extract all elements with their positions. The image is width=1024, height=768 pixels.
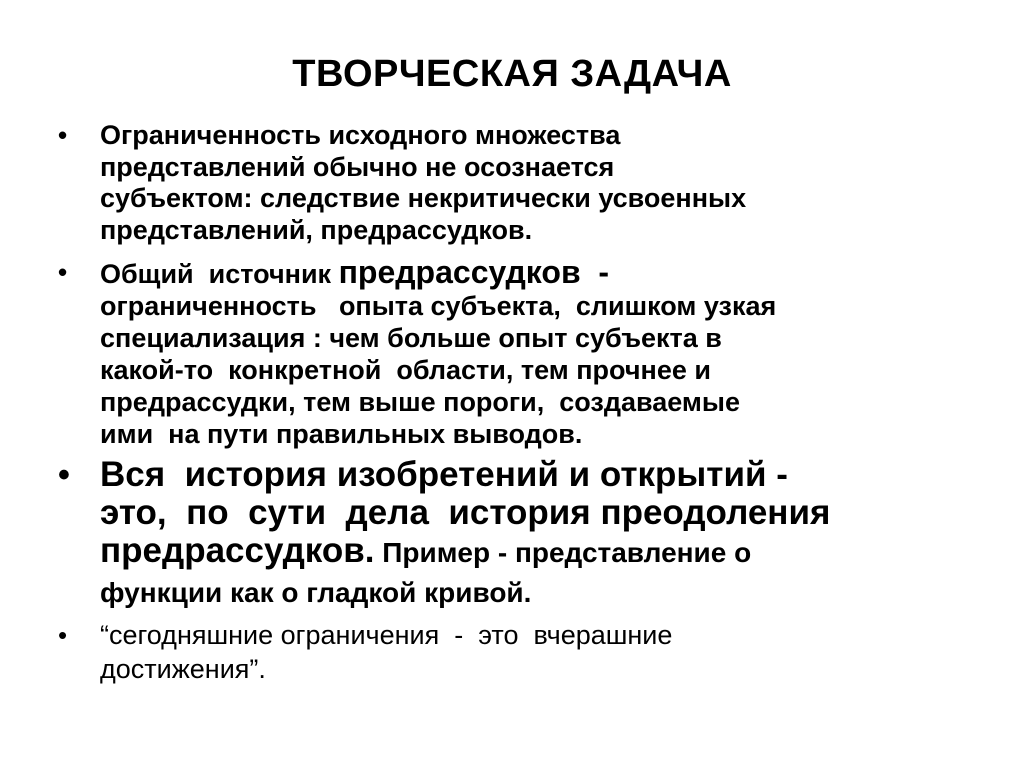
bullet-line: Вся история изобретений и открытий - <box>100 455 788 494</box>
bullet-line: Пример - представление о <box>374 537 752 568</box>
bullet-line: “сегодняшние ограничения - это вчерашние <box>100 620 673 650</box>
bullet-line: ими на пути правильных выводов. <box>100 419 583 449</box>
bullet-line: специализация : чем больше опыт субъекта в <box>100 323 722 353</box>
bullet-line: Общий источник <box>100 259 339 289</box>
bullet-list <box>0 120 1024 686</box>
bullet-dot: • <box>58 456 70 494</box>
bullet-line: предрассудков. <box>100 531 375 570</box>
bullet-item <box>0 618 1024 686</box>
bullet-line: какой-то конкретной области, тем прочнее и <box>100 355 711 385</box>
bullet-dot: • <box>58 620 68 650</box>
bullet-line: предрассудки, тем выше пороги, создаваемые <box>100 387 740 417</box>
bullet-dot: • <box>58 120 68 150</box>
bullet-item <box>0 456 1024 612</box>
slide-title: ТВОРЧЕСКАЯ ЗАДАЧА <box>292 53 732 95</box>
bullet-line: представлений обычно не осознается <box>100 151 615 182</box>
bullet-dot: • <box>58 257 68 287</box>
bullet-line: Ограниченность исходного множества <box>100 120 621 150</box>
bullet-line: субъектом: следствие некритически усвоенных <box>100 183 747 213</box>
bullet-line: достижения”. <box>100 654 266 684</box>
bullet-item <box>0 256 1024 450</box>
bullet-emphasis: предрассудков - <box>338 254 610 290</box>
bullet-item <box>0 120 1024 246</box>
bullet-line: представлений, предрассудков. <box>100 214 533 245</box>
bullet-line: ограниченность опыта субъекта, слишком узкая <box>100 291 777 321</box>
bullet-line: это, по сути дела история преодоления <box>100 493 831 532</box>
bullet-line: функции как о гладкой кривой. <box>100 577 532 608</box>
